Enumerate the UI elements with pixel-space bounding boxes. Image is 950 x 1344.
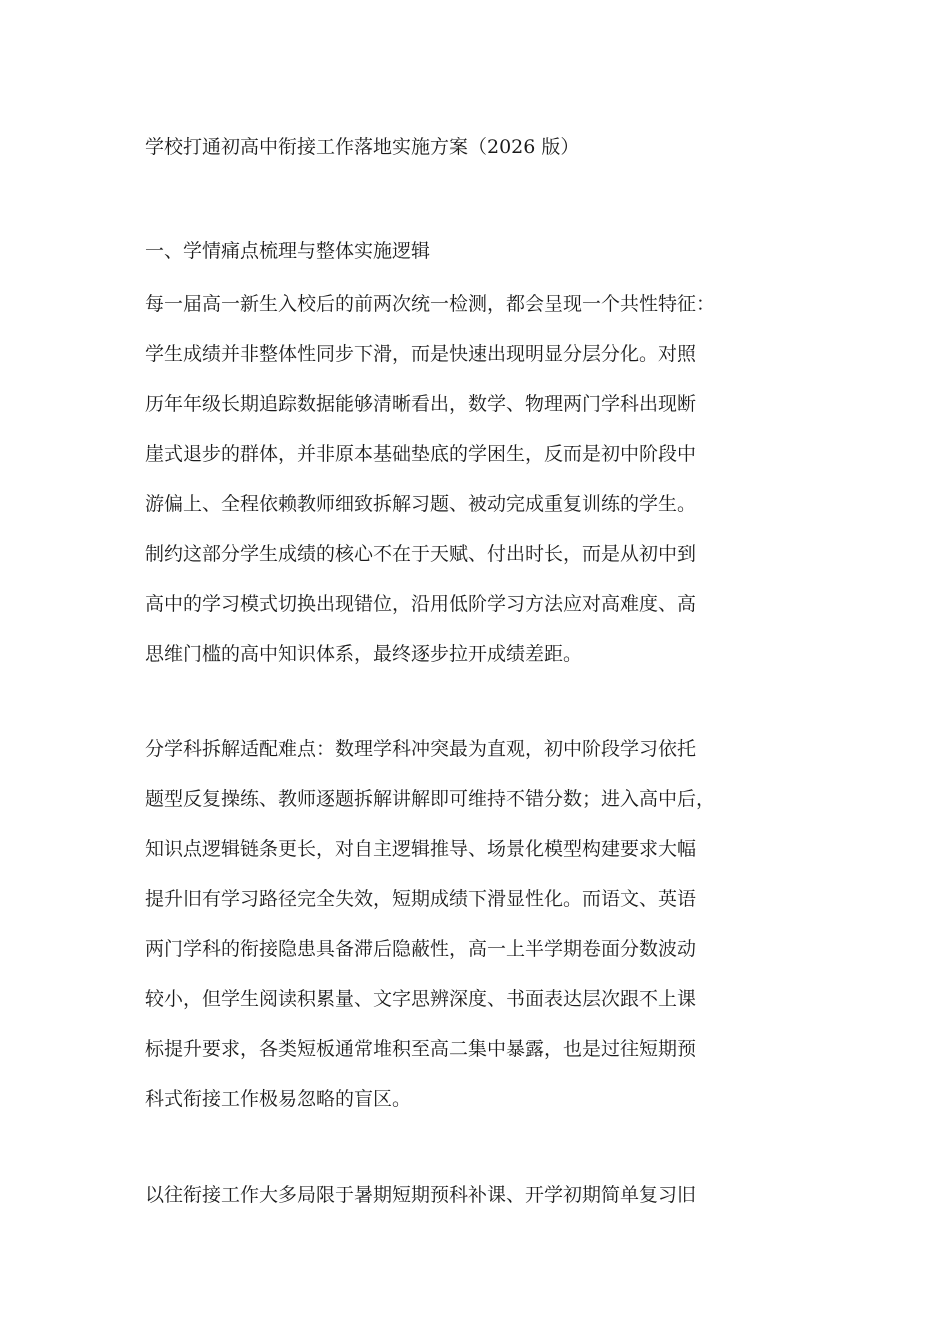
paragraph-line: 游偏上、全程依赖教师细致拆解习题、被动完成重复训练的学生。 — [145, 493, 697, 515]
paragraph-line: 学生成绩并非整体性同步下滑，而是快速出现明显分层分化。对照 — [145, 343, 697, 365]
paragraph-line: 制约这部分学生成绩的核心不在于天赋、付出时长，而是从初中到 — [145, 543, 697, 565]
paragraph-line: 标提升要求，各类短板通常堆积至高二集中暴露，也是过往短期预 — [145, 1038, 697, 1060]
paragraph-line: 两门学科的衔接隐患具备滞后隐蔽性，高一上半学期卷面分数波动 — [145, 938, 697, 960]
paragraph-line: 以往衔接工作大多局限于暑期短期预科补课、开学初期简单复习旧 — [145, 1184, 697, 1206]
paragraph-line: 题型反复操练、教师逐题拆解讲解即可维持不错分数；进入高中后， — [145, 788, 716, 810]
paragraph-line: 分学科拆解适配难点：数理学科冲突最为直观，初中阶段学习依托 — [145, 738, 697, 760]
paragraph-3 — [145, 1170, 825, 1220]
paragraph-line: 知识点逻辑链条更长，对自主逻辑推导、场景化模型构建要求大幅 — [145, 838, 697, 860]
document-title: 学校打通初高中衔接工作落地实施方案（2026 版） — [145, 136, 580, 158]
paragraph-2 — [145, 724, 825, 1124]
paragraph-line: 每一届高一新生入校后的前两次统一检测，都会呈现一个共性特征： — [145, 293, 716, 315]
paragraph-line: 崖式退步的群体，并非原本基础垫底的学困生，反而是初中阶段中 — [145, 443, 697, 465]
paragraph-1 — [145, 279, 825, 679]
paragraph-line: 历年年级长期追踪数据能够清晰看出，数学、物理两门学科出现断 — [145, 393, 697, 415]
paragraph-line: 较小，但学生阅读积累量、文字思辨深度、书面表达层次跟不上课 — [145, 988, 697, 1010]
paragraph-line: 高中的学习模式切换出现错位，沿用低阶学习方法应对高难度、高 — [145, 593, 697, 615]
paragraph-line: 思维门槛的高中知识体系，最终逐步拉开成绩差距。 — [145, 643, 583, 665]
section-heading: 一、学情痛点梳理与整体实施逻辑 — [145, 240, 431, 262]
paragraph-line: 提升旧有学习路径完全失效，短期成绩下滑显性化。而语文、英语 — [145, 888, 697, 910]
paragraph-line: 科式衔接工作极易忽略的盲区。 — [145, 1088, 412, 1110]
